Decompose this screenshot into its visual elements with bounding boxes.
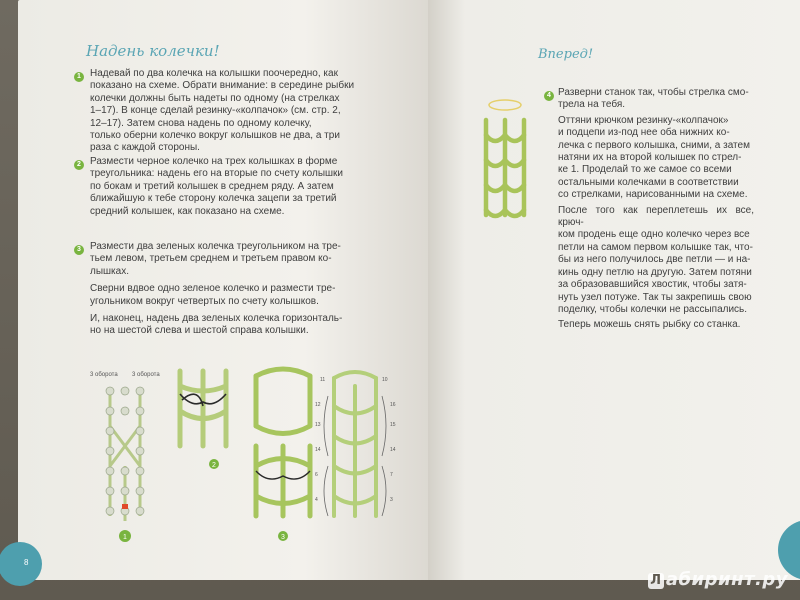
diagram-4-loom-numbered <box>310 366 400 546</box>
right-page <box>428 0 800 580</box>
svg-text:4: 4 <box>315 497 318 503</box>
left-page-number: 8 <box>24 558 29 567</box>
label-3-turns-left: 3 оборота <box>90 372 118 378</box>
step-2-badge: 2 <box>74 160 84 170</box>
svg-text:3: 3 <box>390 497 393 503</box>
right-page-heading: Вперед! <box>538 47 594 62</box>
label-3-turns-right: 3 оборота <box>132 372 160 378</box>
step-3-text: Размести два зеленых колечка треугольником на тре- тьем левом, третьем среднем и третьем правом ко- лышках. Сверни вдвое одно зеленое колечко и размести тре- угольником вокруг четвертых по счету колышков. И, наконец, надень два зеленых колечка горизонталь- но на шестой слева и шестой справа колышки. <box>90 241 343 337</box>
figure-2-number: 2 <box>212 462 216 469</box>
svg-text:7: 7 <box>390 472 393 478</box>
left-corner-decoration <box>0 542 42 586</box>
step-4-badge: 4 <box>544 91 554 101</box>
figure-3-number: 3 <box>281 534 285 541</box>
diagram-1-loom <box>80 366 170 546</box>
svg-text:11: 11 <box>320 377 326 383</box>
left-page <box>18 0 428 580</box>
labirint-logo-icon: Л <box>648 573 664 589</box>
svg-text:12: 12 <box>315 402 321 408</box>
svg-text:13: 13 <box>315 422 321 428</box>
step-1-text: Надевай по два колечка на колышки поочередно, как показано на схеме. Обрати внимание: в середине рыбки колечки должны быть надеты по одному (на стрелках 1–17). В конце сделай резинку-«колпачок» (см. стр. 2, 12–17). Затем снова надень по одному колечку, только оберни колечко вокруг колышков не два, а три раза с каждой стороны. <box>90 68 355 154</box>
step-3-badge: 3 <box>74 245 84 255</box>
svg-text:14: 14 <box>390 447 396 453</box>
svg-text:16: 16 <box>390 402 396 408</box>
diagram-2-loom <box>168 366 238 476</box>
labirint-watermark <box>648 569 788 590</box>
figure-1-number: 1 <box>123 534 127 541</box>
svg-text:14: 14 <box>315 447 321 453</box>
svg-text:10: 10 <box>382 377 388 383</box>
diagram-5-loom-arrows <box>468 95 543 235</box>
step-4-text: Разверни станок так, чтобы стрелка смо- трела на тебя. Оттяни крючком резинку-«колпачок» и подцепи из-под нее оба нижних ко- лечка с первого колышка, сними, а затем натяни их на второй колышек по стрел- ке 1. Проделай то же самое со всеми остальными колечками в соответствии со стрелками, нарисованными на схеме. После того как переплетешь их все, крюч- ком продень еще одно колечко через все петли на самом первом колышке так, что- бы из него получилось две петли — и на- кинь одну петлю на другую. Затем потяни за образовавшийся хвостик, чтобы затя- нуть узел потуже. Так ты закрепишь свою поделку, чтобы колечки не рассыпались. Теперь можешь снять рыбку со станка. <box>558 87 754 331</box>
left-page-heading: Надень колечки! <box>86 42 220 60</box>
step-1-badge: 1 <box>74 72 84 82</box>
watermark-text: абиринт.ру <box>665 569 788 590</box>
step-2-text: Размести черное колечко на трех колышках в форме треугольника: надень его на вторые по счету колышки по бокам и третий колышек в среднем ряду. А затем ближайшую к тебе сторону колечка зацепи за третий средний колышек, как показано на схеме. <box>90 156 344 217</box>
svg-text:15: 15 <box>390 422 396 428</box>
svg-text:6: 6 <box>315 472 318 478</box>
